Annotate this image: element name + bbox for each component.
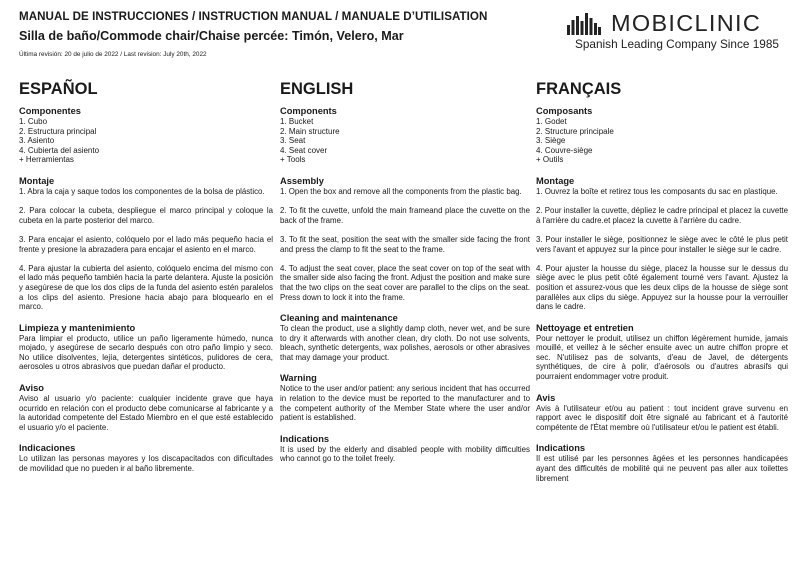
- list-item: 3. Asiento: [19, 136, 55, 146]
- assembly-step: 2. Pour installer la cuvette, dépliez le cadre principal et placez la cuvette à l'arrière du cadre.et placez la cuvette à l'arrière du cadre.: [536, 206, 788, 225]
- list-item: + Herramientas: [19, 155, 74, 165]
- cleaning-title: Cleaning and maintenance: [280, 313, 398, 324]
- list-item: 2. Main structure: [280, 126, 340, 136]
- warning-text: Aviso al usuario y/o paciente: cualquier incidente grave que haya ocurrido en relación con el producto debe comunicarse al fabricante y a la autoridad competente del Estado Miembro en el que esté establecido el usuario y/o el paciente.: [19, 394, 273, 432]
- assembly-step: 1. Abra la caja y saque todos los componentes de la bolsa de plástico.: [19, 186, 265, 196]
- language-heading: ENGLISH: [280, 80, 354, 98]
- list-item: 1. Godet: [536, 117, 567, 126]
- components-list: [280, 117, 530, 165]
- cleaning-text: Pour nettoyer le produit, utilisez un chiffon légèrement humide, jamais mouillé, et veillez à le sécher ensuite avec un autre chiffon propre et sec. N'utilisez pas de solvants, d'eau de Javel, de détergents synthétiques, de cire à polir, d'aérosols ou d'autres abrasifs qui pourraient endommager votre produit.: [536, 333, 788, 382]
- revision-date: Última revisión: 20 de julio de 2022 / Last revision: July 20th, 2022: [19, 51, 207, 58]
- column-english: [280, 80, 530, 464]
- mobiclinic-logo: [567, 11, 797, 53]
- assembly-step: 3. Para encajar el asiento, colóquelo por el lado más pequeño hacia el frente y presione la abrazadera para encajar el asiento en el marco.: [19, 234, 273, 254]
- assembly-step: 1. Ouvrez la boîte et retirez tous les composants du sac en plastique.: [536, 186, 778, 196]
- column-spanish: [19, 80, 273, 474]
- indications-title: Indicaciones: [19, 443, 76, 454]
- indications-text: Il est utilisé par les personnes âgées et les personnes handicapées ayant des difficultés de mobilité qui ne peuvent pas aller aux toilettes librement: [536, 454, 788, 483]
- list-item: + Outils: [536, 155, 564, 165]
- cleaning-text: To clean the product, use a slightly damp cloth, never wet, and be sure to dry it afterwards with another clean, dry cloth. Do not use solvents, bleach, synthetic detergents, wax polishes, aerosols or other abrasives that may damage your product.: [280, 324, 530, 362]
- logo-name: MOBICLINIC: [611, 10, 762, 36]
- indications-text: Lo utilizan las personas mayores y los discapacitados con dificultades de movilidad que no pueden ir al baño libremente.: [19, 454, 273, 474]
- indications-text: It is used by the elderly and disabled people with mobility difficulties who cannot go to the toilet freely.: [280, 444, 530, 464]
- list-item: 2. Structure principale: [536, 126, 614, 136]
- assembly-step: 4. Para ajustar la cubierta del asiento, colóquelo encima del mismo con el lado más pequeño también hacia la parte delantera. Ajuste la posición y asegúrese de que los dos clips de la funda del asiento estén paralelos a los clips del asiento. Presione hacia abajo para bloquearlo en el marco.: [19, 263, 273, 312]
- list-item: 3. Seat: [280, 136, 306, 146]
- assembly-step: 3. Pour installer le siège, positionnez le siège avec le côté le plus petit vers l'avant et appuyez sur la pince pour installer le siège sur le cadre.: [536, 234, 788, 254]
- assembly-step: 1. Open the box and remove all the components from the plastic bag.: [280, 186, 522, 196]
- document-header: [19, 9, 519, 59]
- warning-text: Notice to the user and/or patient: any serious incident that has occurred in relation to the device must be reported to the manufacturer and to the competent authority of the Member State where the user and/or patient is established.: [280, 384, 530, 423]
- cleaning-text: Para limpiar el producto, utilice un paño ligeramente húmedo, nunca mojado, y asegúrese de secarlo después con otro paño limpio y seco. No utilice disolventes, lejía, detergentes sintéticos, pulidores de cera, aerosoles u otros abrasivos que puedan dañar el producto.: [19, 333, 273, 372]
- list-item: 4. Seat cover: [280, 145, 328, 155]
- components-title: Componentes: [19, 106, 81, 116]
- assembly-title: Montaje: [19, 175, 55, 186]
- warning-title: Warning: [280, 373, 317, 384]
- indications-title: Indications: [536, 443, 586, 454]
- manual-title: MANUAL DE INSTRUCCIONES / INSTRUCTION MANUAL / MANUALE D’UTILISATION: [19, 10, 488, 23]
- warning-title: Avis: [536, 392, 556, 403]
- language-heading: ESPAÑOL: [19, 80, 98, 98]
- components-list: [536, 117, 788, 165]
- assembly-step: 4. Pour ajuster la housse du siège, placez la housse sur le dessus du siège avec le plus petit côté également tourné vers l'avant. Ajustez la position et assurez-vous que les deux clips de la housse de siège sont parallèles aux clips du siège. Appuyez sur la housse pour la verrouiller dans le cadre.: [536, 263, 788, 312]
- cleaning-title: Limpieza y mantenimiento: [19, 322, 136, 333]
- list-item: 1. Bucket: [280, 117, 314, 126]
- assembly-step: 3. To fit the seat, position the seat with the smaller side facing the front and press the clamp to fit the seat to the frame.: [280, 234, 530, 254]
- assembly-step: 2. Para colocar la cubeta, despliegue el marco principal y coloque la cubeta en la parte posterior del marco.: [19, 206, 273, 225]
- components-title: Composants: [536, 106, 593, 116]
- language-heading: FRANÇAIS: [536, 80, 622, 98]
- list-item: 4. Couvre-siège: [536, 145, 593, 155]
- assembly-step: 4. To adjust the seat cover, place the seat cover on top of the seat with the smaller side also facing the front. Adjust the position and make sure that the two clips on the seat cover are parallel to the clips on the seat. Press down to lock it into the frame.: [280, 263, 530, 302]
- list-item: 1. Cubo: [19, 117, 48, 126]
- list-item: 3. Siège: [536, 136, 566, 146]
- list-item: 2. Estructura principal: [19, 126, 97, 136]
- warning-text: Avis à l'utilisateur et/ou au patient : tout incident grave survenu en rapport avec le dispositif doit être signalé au fabricant et à l'autorité compétente de l'État membre où l'utilisateur et/ou le patient est établi.: [536, 403, 788, 432]
- components-title: Components: [280, 106, 337, 116]
- logo-tagline: Spanish Leading Company Since 1985: [575, 37, 779, 51]
- indications-title: Indications: [280, 433, 330, 444]
- warning-title: Aviso: [19, 383, 44, 394]
- list-item: + Tools: [280, 155, 306, 165]
- product-title: Silla de baño/Commode chair/Chaise percée: Timón, Velero, Mar: [19, 29, 404, 43]
- cleaning-title: Nettoyage et entretien: [536, 322, 634, 333]
- assembly-title: Assembly: [280, 175, 324, 186]
- components-list: [19, 117, 273, 165]
- list-item: 4. Cubierta del asiento: [19, 145, 100, 155]
- assembly-step: 2. To fit the cuvette, unfold the main frameand place the cuvette on the back of the frame.: [280, 206, 530, 225]
- column-french: [536, 80, 788, 483]
- bar-chart-logo-icon: [567, 11, 601, 35]
- assembly-title: Montage: [536, 175, 575, 186]
